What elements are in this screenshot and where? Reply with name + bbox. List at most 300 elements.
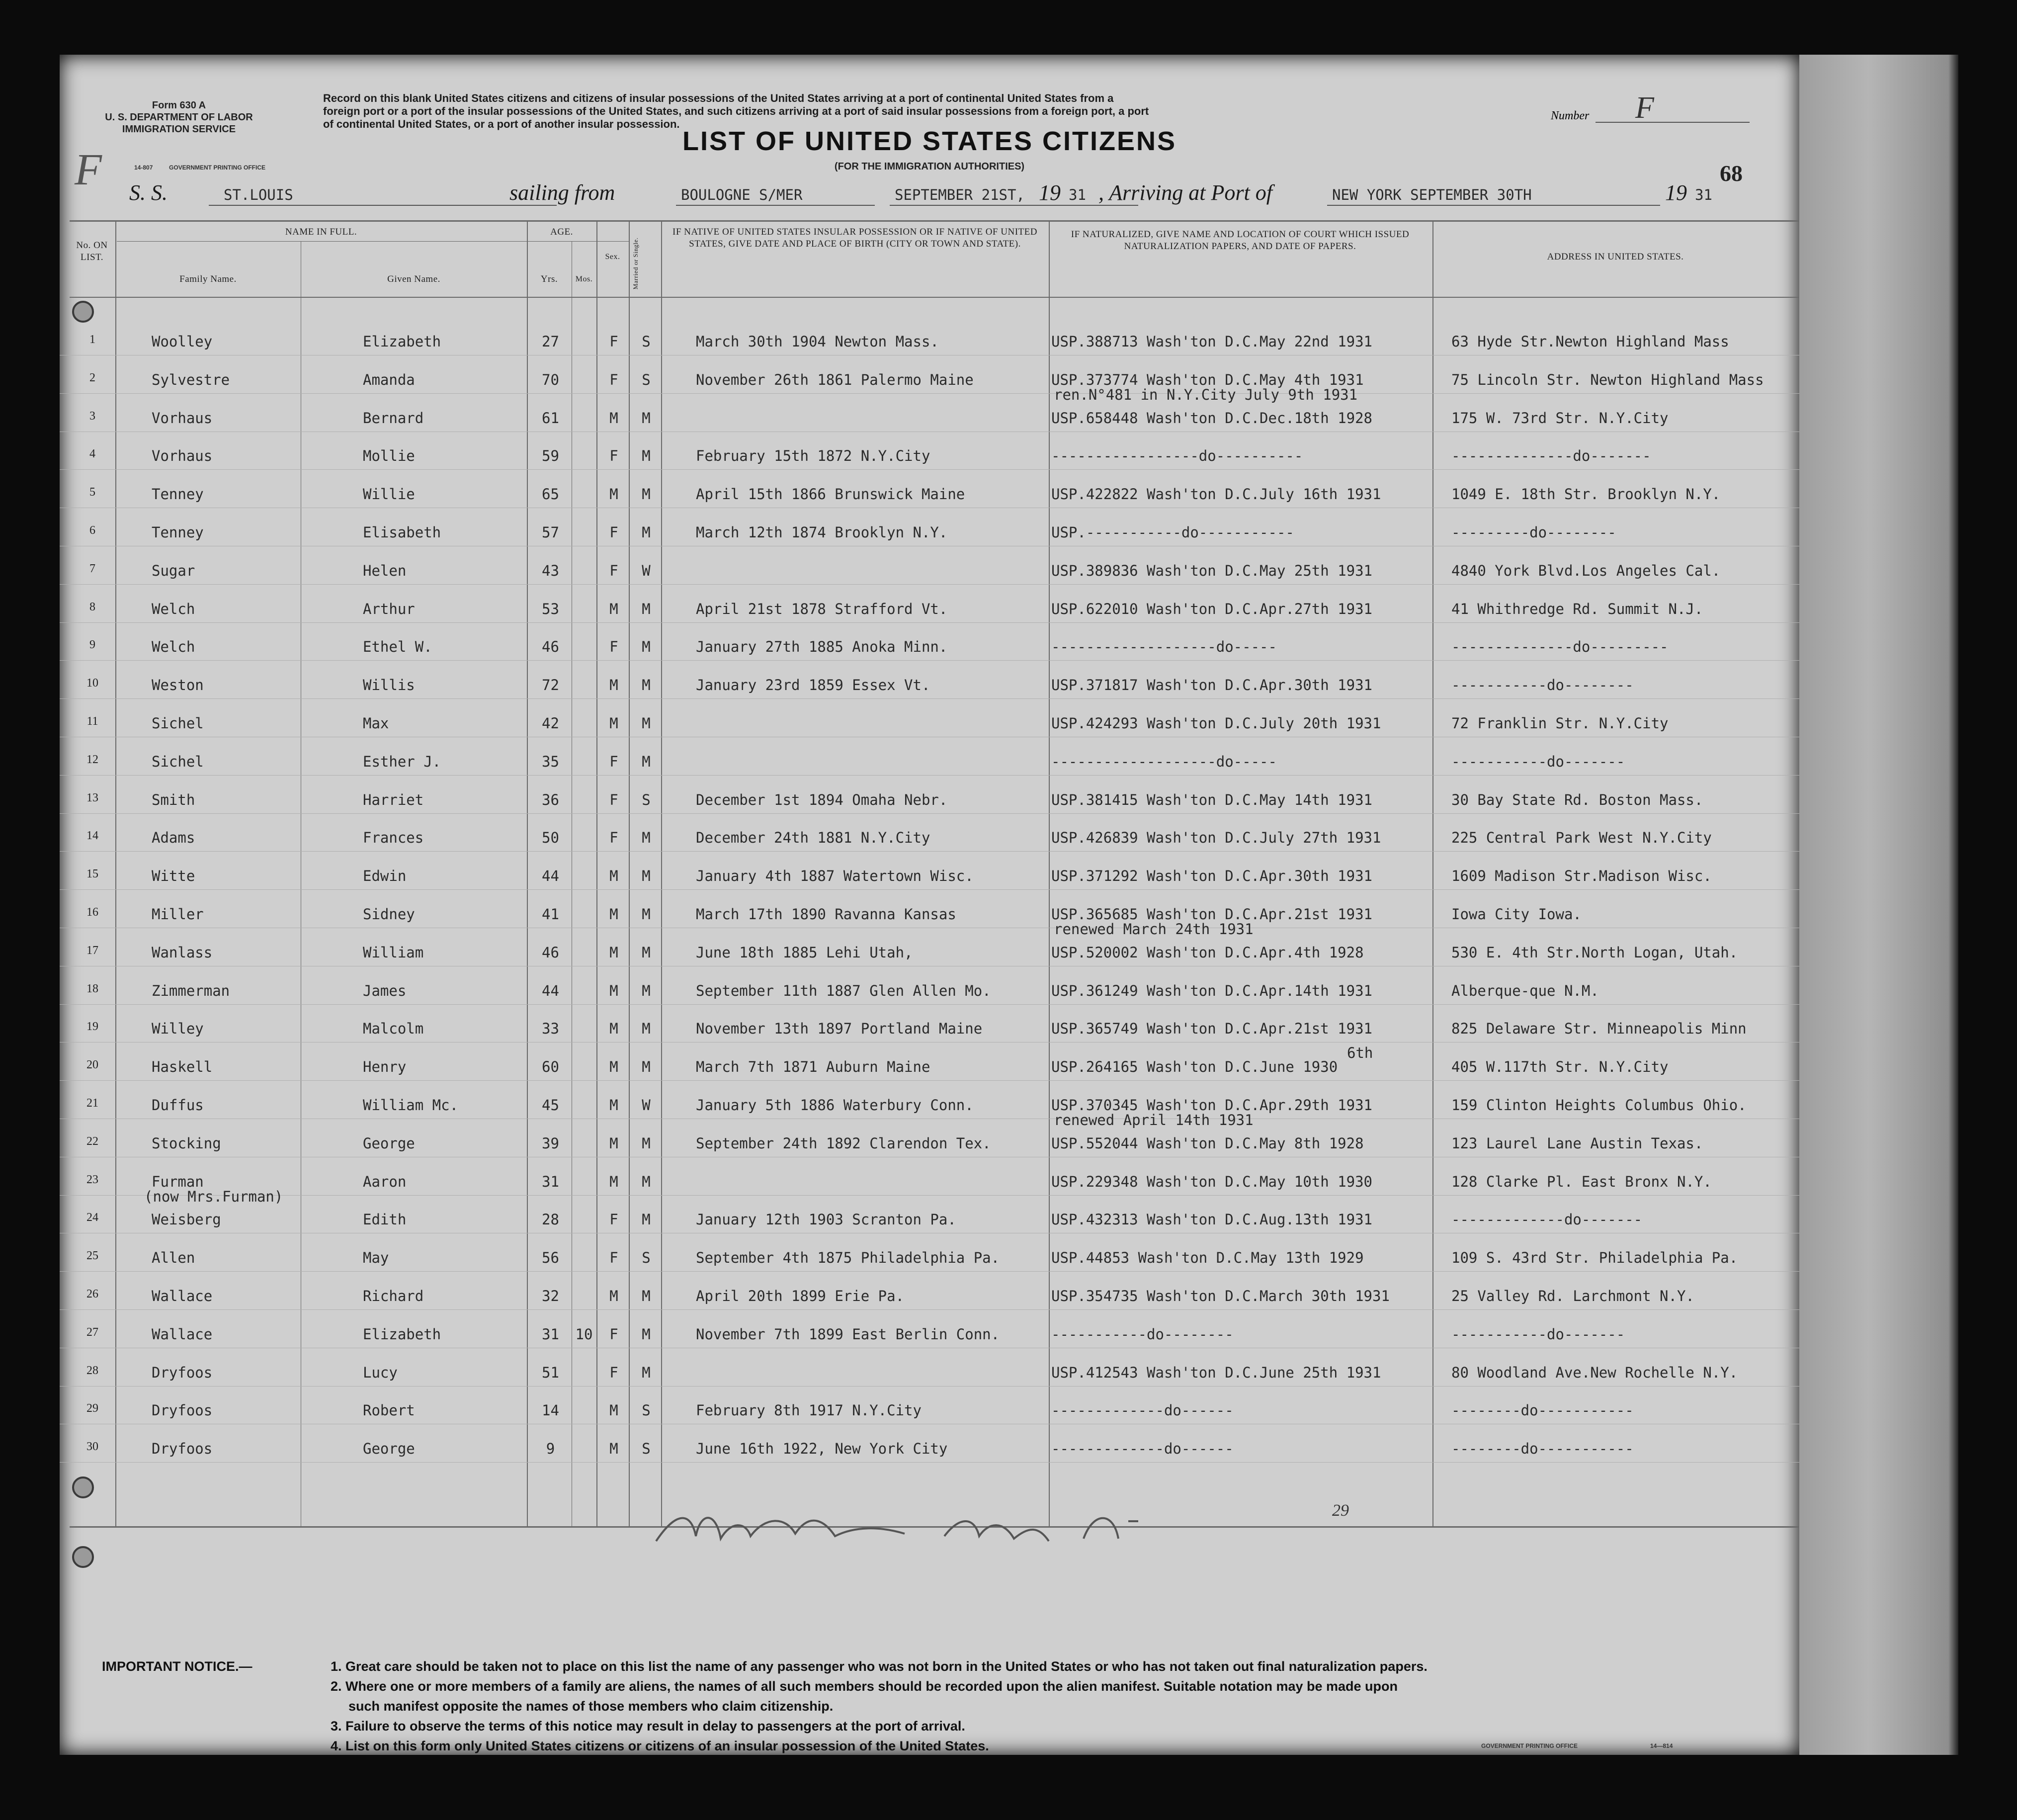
cell-sex: F: [609, 562, 618, 579]
number-value: F: [1635, 91, 1654, 125]
cell-nat: -------------------do-----: [1051, 753, 1277, 770]
page-annotation: 29: [1332, 1501, 1349, 1520]
cell-no: 27: [86, 1325, 98, 1339]
cell-sex: F: [609, 638, 618, 656]
cell-ms: M: [642, 638, 651, 656]
cell-nat: USP.354735 Wash'ton D.C.March 30th 1931: [1051, 1288, 1390, 1304]
cell-ms: M: [642, 1364, 651, 1381]
cell-given: William: [363, 944, 424, 961]
cell-ms: M: [642, 447, 651, 465]
cell-family: Haskell: [152, 1058, 213, 1076]
cell-nat: -------------do------: [1051, 1440, 1234, 1458]
cell-given: Richard: [363, 1288, 424, 1304]
cell-yrs: 31: [542, 1173, 559, 1190]
manifest-page: [60, 55, 1799, 1755]
cell-ms: M: [642, 1020, 651, 1038]
cell-addr: 25 Valley Rd. Larchmont N.Y.: [1451, 1288, 1694, 1304]
cell-nat: USP.426839 Wash'ton D.C.July 27th 1931: [1051, 829, 1381, 847]
notice-item-2: 2. Where one or more members of a family are aliens, the names of all such members should be recorded upon the alien manifest. Suitable notation may be made upon: [331, 1679, 1398, 1694]
cell-sex: M: [609, 1134, 618, 1152]
cell-family-note: (now Mrs.Furman): [144, 1188, 283, 1205]
cell-no: 22: [86, 1134, 98, 1148]
page-title: LIST OF UNITED STATES CITIZENS: [682, 126, 1177, 156]
cell-no: 17: [86, 944, 98, 957]
cell-addr: --------do-----------: [1451, 1440, 1634, 1458]
cell-yrs: 39: [542, 1134, 559, 1152]
cell-ms: M: [642, 524, 651, 541]
cell-no: 3: [89, 409, 95, 423]
cell-addr: 75 Lincoln Str. Newton Highland Mass: [1451, 371, 1764, 388]
cell-family: Dryfoos: [152, 1364, 213, 1381]
cell-family: Allen: [152, 1249, 195, 1267]
cell-no: 15: [86, 867, 98, 881]
row-rule: [60, 1195, 1799, 1196]
cell-given: Bernard: [363, 409, 424, 427]
cell-family: Tenney: [152, 486, 204, 503]
cell-ms: M: [642, 1211, 651, 1228]
cell-ms: M: [642, 867, 651, 885]
cell-sex: M: [609, 409, 618, 427]
cell-birth: March 7th 1871 Auburn Maine: [696, 1058, 930, 1076]
cell-nat: USP.432313 Wash'ton D.C.Aug.13th 1931: [1051, 1211, 1373, 1228]
cell-sex: M: [609, 1058, 618, 1076]
cell-yrs: 46: [542, 638, 559, 656]
cell-nat: USP.388713 Wash'ton D.C.May 22nd 1931: [1051, 333, 1373, 350]
cell-addr: --------------do-------: [1451, 447, 1651, 465]
cell-addr: 109 S. 43rd Str. Philadelphia Pa.: [1451, 1249, 1738, 1267]
cell-ms: M: [642, 1134, 651, 1152]
cell-given: Henry: [363, 1058, 407, 1076]
cell-given: Arthur: [363, 600, 415, 617]
cell-nat: USP.658448 Wash'ton D.C.Dec.18th 1928: [1051, 409, 1373, 427]
cell-given: William Mc.: [363, 1097, 459, 1114]
form-number: Form 630 A: [152, 100, 206, 111]
row-rule: [60, 698, 1799, 699]
cell-yrs: 51: [542, 1364, 559, 1381]
cell-nat: USP.371817 Wash'ton D.C.Apr.30th 1931: [1051, 677, 1373, 694]
cell-birth: March 12th 1874 Brooklyn N.Y.: [696, 524, 948, 541]
cell-ms: M: [642, 1325, 651, 1343]
cell-addr: --------------do---------: [1451, 638, 1669, 656]
row-rule: [60, 393, 1799, 394]
cell-given: Frances: [363, 829, 424, 847]
hdr-mos: Mos.: [575, 275, 593, 283]
cell-given: James: [363, 982, 407, 999]
cell-sex: M: [609, 1402, 618, 1419]
cell-nat: USP.422822 Wash'ton D.C.July 16th 1931: [1051, 486, 1381, 503]
cell-nat-note: ren.N°481 in N.Y.City July 9th 1931: [1054, 386, 1358, 403]
cell-nat: -----------------do----------: [1051, 447, 1303, 465]
cell-nat-note: renewed March 24th 1931: [1054, 921, 1254, 938]
hdr-address: ADDRESS IN UNITED STATES.: [1547, 252, 1684, 262]
cell-sex: M: [609, 1173, 618, 1190]
cell-family: Willey: [152, 1020, 204, 1038]
cell-no: 8: [89, 600, 95, 613]
cell-yrs: 44: [542, 982, 559, 999]
cell-addr: Iowa City Iowa.: [1451, 906, 1582, 923]
row-rule: [60, 889, 1799, 890]
cell-nat: USP.371292 Wash'ton D.C.Apr.30th 1931: [1051, 867, 1373, 885]
cell-yrs: 46: [542, 944, 559, 961]
year-prefix: 19: [1039, 180, 1061, 205]
row-rule: [60, 660, 1799, 661]
cell-no: 25: [86, 1249, 98, 1263]
cell-ms: W: [642, 562, 651, 579]
cell-yrs: 45: [542, 1097, 559, 1114]
cell-addr: 4840 York Blvd.Los Angeles Cal.: [1451, 562, 1721, 579]
department: U. S. DEPARTMENT OF LABOR: [105, 112, 253, 123]
cell-birth: March 17th 1890 Ravanna Kansas: [696, 906, 956, 923]
cell-family: Sugar: [152, 562, 195, 579]
cell-addr: 530 E. 4th Str.North Logan, Utah.: [1451, 944, 1738, 961]
row-rule: [60, 1004, 1799, 1005]
cell-ms: M: [642, 982, 651, 999]
cell-no: 5: [89, 486, 95, 499]
cell-birth: November 7th 1899 East Berlin Conn.: [696, 1325, 1000, 1343]
cell-no: 20: [86, 1058, 98, 1072]
cell-yrs: 57: [542, 524, 559, 541]
cell-birth: January 23rd 1859 Essex Vt.: [696, 677, 930, 694]
cell-birth: September 24th 1892 Clarendon Tex.: [696, 1134, 991, 1152]
number-label: Number: [1551, 109, 1590, 122]
cell-ms: M: [642, 753, 651, 770]
binder-hole: [72, 301, 94, 323]
cell-birth: January 12th 1903 Scranton Pa.: [696, 1211, 956, 1228]
cell-nat-superscript: 6th: [1347, 1044, 1373, 1062]
row-rule: [60, 1462, 1799, 1463]
cell-addr: -----------do-------: [1451, 753, 1625, 770]
cell-given: George: [363, 1440, 415, 1458]
sail-date: SEPTEMBER 21ST,: [895, 186, 1025, 203]
cell-yrs: 36: [542, 791, 559, 808]
notice-items: [331, 1656, 1428, 1755]
cell-nat: USP.370345 Wash'ton D.C.Apr.29th 1931: [1051, 1097, 1373, 1114]
cell-nat: USP.229348 Wash'ton D.C.May 10th 1930: [1051, 1173, 1373, 1190]
cell-no: 24: [86, 1211, 98, 1224]
hdr-given: Given Name.: [387, 274, 440, 284]
cell-given: Ethel W.: [363, 638, 432, 656]
cell-birth: December 24th 1881 N.Y.City: [696, 829, 930, 847]
cell-no: 7: [89, 562, 95, 575]
intro-line-1: Record on this blank United States citizens and citizens of insular possessions of the United States arriving at a port of continental United States from a: [323, 92, 1114, 104]
cell-given: Robert: [363, 1402, 415, 1419]
row-rule: [60, 775, 1799, 776]
cell-family: Miller: [152, 906, 204, 923]
sailing-label: sailing from: [509, 180, 615, 205]
cell-addr: 30 Bay State Rd. Boston Mass.: [1451, 791, 1703, 808]
cell-nat-note: renewed April 14th 1931: [1054, 1112, 1254, 1128]
row-rule: [60, 622, 1799, 623]
cell-nat: USP.520002 Wash'ton D.C.Apr.4th 1928: [1051, 944, 1364, 961]
hdr-birth: IF NATIVE OF UNITED STATES INSULAR POSSESSION OR IF NATIVE OF UNITED STATES, GIVE DATE AND PLACE OF BIRTH (CITY OR TOWN AND STATE).: [672, 227, 1037, 249]
cell-no: 14: [86, 829, 98, 843]
cell-sex: F: [609, 333, 618, 350]
cell-ms: S: [642, 1402, 651, 1419]
cell-sex: F: [609, 1211, 618, 1228]
cell-family: Wallace: [152, 1288, 213, 1304]
cell-nat: USP.373774 Wash'ton D.C.May 4th 1931: [1051, 371, 1364, 388]
cell-birth: March 30th 1904 Newton Mass.: [696, 333, 939, 350]
gpo-top: GOVERNMENT PRINTING OFFICE: [169, 164, 266, 171]
cell-ms: M: [642, 486, 651, 503]
cell-family: Wanlass: [152, 944, 213, 961]
cell-no: 21: [86, 1097, 98, 1110]
cell-addr: -----------do-------: [1451, 1325, 1625, 1343]
arr-year-prefix: 19: [1665, 180, 1687, 205]
cell-family: Welch: [152, 638, 195, 656]
cell-yrs: 60: [542, 1058, 559, 1076]
cell-no: 9: [89, 638, 95, 652]
cell-birth: June 16th 1922, New York City: [696, 1440, 948, 1458]
cell-yrs: 61: [542, 409, 559, 427]
cell-sex: F: [609, 791, 618, 808]
page-subtitle: (FOR THE IMMIGRATION AUTHORITIES): [834, 161, 1025, 172]
cell-family: Zimmerman: [152, 982, 230, 999]
cell-family: Tenney: [152, 524, 204, 541]
cell-yrs: 43: [542, 562, 559, 579]
code-bottom: 14—814: [1650, 1742, 1673, 1749]
cell-yrs: 14: [542, 1402, 559, 1419]
cell-ms: M: [642, 1173, 651, 1190]
cell-no: 28: [86, 1364, 98, 1377]
cell-sex: M: [609, 944, 618, 961]
cell-given: George: [363, 1134, 415, 1152]
cell-ms: M: [642, 829, 651, 847]
cell-family: Welch: [152, 600, 195, 617]
hdr-name: NAME IN FULL.: [285, 227, 357, 237]
cell-birth: April 21st 1878 Strafford Vt.: [696, 600, 948, 617]
cell-given: Sidney: [363, 906, 415, 923]
cell-ms: M: [642, 906, 651, 923]
cell-ms: M: [642, 1288, 651, 1304]
intro-line-3: of continental United States, or a port of another insular possession.: [323, 118, 680, 130]
cell-sex: M: [609, 982, 618, 999]
cell-nat: USP.264165 Wash'ton D.C.June 1930: [1051, 1058, 1338, 1076]
cell-addr: 175 W. 73rd Str. N.Y.City: [1451, 409, 1669, 427]
service: IMMIGRATION SERVICE: [122, 124, 236, 135]
cell-given: Edwin: [363, 867, 407, 885]
cell-given: Willie: [363, 486, 415, 503]
cell-addr: 1609 Madison Str.Madison Wisc.: [1451, 867, 1712, 885]
hdr-married: Married or Single.: [632, 237, 639, 290]
cell-yrs: 32: [542, 1288, 559, 1304]
cell-family: Dryfoos: [152, 1402, 213, 1419]
book-binding: [1789, 55, 1958, 1755]
cell-addr: 123 Laurel Lane Austin Texas.: [1451, 1134, 1703, 1152]
cell-sex: F: [609, 1364, 618, 1381]
cell-ms: M: [642, 409, 651, 427]
cell-nat: USP.365749 Wash'ton D.C.Apr.21st 1931: [1051, 1020, 1373, 1038]
cell-sex: F: [609, 524, 618, 541]
cell-sex: F: [609, 829, 618, 847]
cell-given: Aaron: [363, 1173, 407, 1190]
cell-given: May: [363, 1249, 389, 1267]
cell-yrs: 44: [542, 867, 559, 885]
cell-yrs: 9: [546, 1440, 555, 1458]
cell-no: 30: [86, 1440, 98, 1454]
cell-nat: USP.389836 Wash'ton D.C.May 25th 1931: [1051, 562, 1373, 579]
notice-item-3: 3. Failure to observe the terms of this notice may result in delay to passengers at the port of arrival.: [331, 1719, 965, 1733]
cell-addr: 225 Central Park West N.Y.City: [1451, 829, 1712, 847]
cell-yrs: 72: [542, 677, 559, 694]
cell-no: 1: [89, 333, 95, 346]
cell-ms: S: [642, 791, 651, 808]
cell-sex: M: [609, 1440, 618, 1458]
cell-family: Smith: [152, 791, 195, 808]
cell-addr: 80 Woodland Ave.New Rochelle N.Y.: [1451, 1364, 1738, 1381]
print-code: 14-807: [134, 164, 153, 171]
cell-addr: 825 Delaware Str. Minneapolis Minn: [1451, 1020, 1747, 1038]
cell-nat: USP.44853 Wash'ton D.C.May 13th 1929: [1051, 1249, 1364, 1267]
row-rule: [60, 1080, 1799, 1081]
cell-given: Elizabeth: [363, 1325, 441, 1343]
binder-hole: [72, 1546, 94, 1568]
arriving-label: , Arriving at Port of: [1098, 180, 1272, 205]
arr-year-suffix: 31: [1695, 186, 1712, 203]
row-rule: [60, 1271, 1799, 1272]
cell-given: Elizabeth: [363, 333, 441, 350]
cell-nat: USP.412543 Wash'ton D.C.June 25th 1931: [1051, 1364, 1381, 1381]
cell-no: 13: [86, 791, 98, 804]
cell-sex: M: [609, 486, 618, 503]
cell-sex: F: [609, 371, 618, 388]
cell-family: Sichel: [152, 753, 204, 770]
cell-sex: M: [609, 867, 618, 885]
cell-ms: W: [642, 1097, 651, 1114]
cell-family: Adams: [152, 829, 195, 847]
margin-letter: F: [75, 145, 102, 194]
cell-addr: 159 Clinton Heights Columbus Ohio.: [1451, 1097, 1747, 1114]
cell-birth: November 26th 1861 Palermo Maine: [696, 371, 974, 388]
cell-birth: June 18th 1885 Lehi Utah,: [696, 944, 913, 961]
notice-item-2-cont: such manifest opposite the names of those members who claim citizenship.: [348, 1699, 834, 1714]
cell-nat: -------------do------: [1051, 1402, 1234, 1419]
cell-given: Malcolm: [363, 1020, 424, 1038]
notice-item-1: 1. Great care should be taken not to place on this list the name of any passenger who was not born in the United States or who has not taken out final naturalization papers.: [331, 1659, 1428, 1674]
cell-given: Lucy: [363, 1364, 398, 1381]
cell-no: 12: [86, 753, 98, 766]
arrival-port-date: NEW YORK SEPTEMBER 30TH: [1332, 186, 1532, 203]
cell-ms: M: [642, 600, 651, 617]
cell-yrs: 27: [542, 333, 559, 350]
cell-birth: April 15th 1866 Brunswick Maine: [696, 486, 965, 503]
cell-given: Edith: [363, 1211, 407, 1228]
cell-nat: USP.552044 Wash'ton D.C.May 8th 1928: [1051, 1134, 1364, 1152]
cell-given: Helen: [363, 562, 407, 579]
cell-sex: F: [609, 447, 618, 465]
intro-line-2: foreign port or a port of the insular possessions of the United States, and such citizens arriving at a port of said insular possessions from a foreign port, a port: [323, 105, 1149, 117]
cell-birth: January 5th 1886 Waterbury Conn.: [696, 1097, 974, 1114]
cell-birth: February 8th 1917 N.Y.City: [696, 1402, 922, 1419]
from-port: BOULOGNE S/MER: [681, 186, 803, 203]
cell-ms: M: [642, 1058, 651, 1076]
cell-addr: 1049 E. 18th Str. Brooklyn N.Y.: [1451, 486, 1721, 503]
cell-sex: M: [609, 1020, 618, 1038]
cell-birth: September 11th 1887 Glen Allen Mo.: [696, 982, 991, 999]
cell-family: Duffus: [152, 1097, 204, 1114]
cell-addr: 405 W.117th Str. N.Y.City: [1451, 1058, 1669, 1076]
cell-family: Sylvestre: [152, 371, 230, 388]
cell-sex: M: [609, 677, 618, 694]
cell-yrs: 42: [542, 715, 559, 732]
hdr-age: AGE.: [550, 227, 573, 237]
cell-addr: 128 Clarke Pl. East Bronx N.Y.: [1451, 1173, 1712, 1190]
cell-sex: F: [609, 1249, 618, 1267]
cell-sex: F: [609, 753, 618, 770]
cell-nat: USP.365685 Wash'ton D.C.Apr.21st 1931: [1051, 906, 1373, 923]
signature-text: United States Insp 10th: [646, 1491, 652, 1492]
cell-birth: January 4th 1887 Watertown Wisc.: [696, 867, 974, 885]
hdr-yrs: Yrs.: [540, 274, 558, 284]
cell-sex: M: [609, 1288, 618, 1304]
cell-addr: ---------do--------: [1451, 524, 1616, 541]
cell-no: 23: [86, 1173, 98, 1186]
row-rule: [60, 584, 1799, 585]
cell-family: Witte: [152, 867, 195, 885]
cell-nat: -----------do--------: [1051, 1325, 1234, 1343]
cell-ms: M: [642, 677, 651, 694]
cell-addr: Alberque-que N.M.: [1451, 982, 1599, 999]
cell-no: 19: [86, 1020, 98, 1034]
cell-yrs: 65: [542, 486, 559, 503]
cell-nat: USP.-----------do-----------: [1051, 524, 1294, 541]
cell-ms: S: [642, 333, 651, 350]
cell-family: Woolley: [152, 333, 213, 350]
cell-yrs: 56: [542, 1249, 559, 1267]
cell-yrs: 35: [542, 753, 559, 770]
cell-no: 2: [89, 371, 95, 384]
cell-given: Max: [363, 715, 389, 732]
cell-sex: M: [609, 715, 618, 732]
cell-nat: -------------------do-----: [1051, 638, 1277, 656]
cell-yrs: 53: [542, 600, 559, 617]
cell-no: 26: [86, 1288, 98, 1300]
cell-no: 6: [89, 524, 95, 537]
cell-sex: M: [609, 1097, 618, 1114]
cell-nat: USP.622010 Wash'ton D.C.Apr.27th 1931: [1051, 600, 1373, 617]
cell-given: Amanda: [363, 371, 415, 388]
cell-birth: April 20th 1899 Erie Pa.: [696, 1288, 905, 1304]
year-suffix: 31: [1069, 186, 1086, 203]
cell-yrs: 70: [542, 371, 559, 388]
cell-family: Furman: [152, 1173, 204, 1190]
cell-no: 18: [86, 982, 98, 995]
cell-nat: USP.361249 Wash'ton D.C.Apr.14th 1931: [1051, 982, 1373, 999]
cell-ms: S: [642, 371, 651, 388]
cell-family: Weisberg: [152, 1211, 221, 1228]
hdr-sex: Sex.: [605, 253, 620, 261]
cell-no: 29: [86, 1402, 98, 1415]
cell-yrs: 41: [542, 906, 559, 923]
cell-family: Stocking: [152, 1134, 221, 1152]
row-rule: [60, 469, 1799, 470]
cell-yrs: 31: [542, 1325, 559, 1343]
cell-given: Esther J.: [363, 753, 441, 770]
row-rule: [60, 1386, 1799, 1387]
ship-name: ST.LOUIS: [224, 186, 293, 203]
cell-ms: M: [642, 944, 651, 961]
cell-no: 4: [89, 447, 95, 461]
cell-birth: November 13th 1897 Portland Maine: [696, 1020, 983, 1038]
cell-family: Vorhaus: [152, 447, 213, 465]
binder-hole: [72, 1476, 94, 1498]
cell-family: Vorhaus: [152, 409, 213, 427]
cell-sex: M: [609, 906, 618, 923]
row-rule: [60, 1309, 1799, 1310]
row-rule: [60, 813, 1799, 814]
cell-birth: September 4th 1875 Philadelphia Pa.: [696, 1249, 1000, 1267]
cell-nat: USP.424293 Wash'ton D.C.July 20th 1931: [1051, 715, 1381, 732]
